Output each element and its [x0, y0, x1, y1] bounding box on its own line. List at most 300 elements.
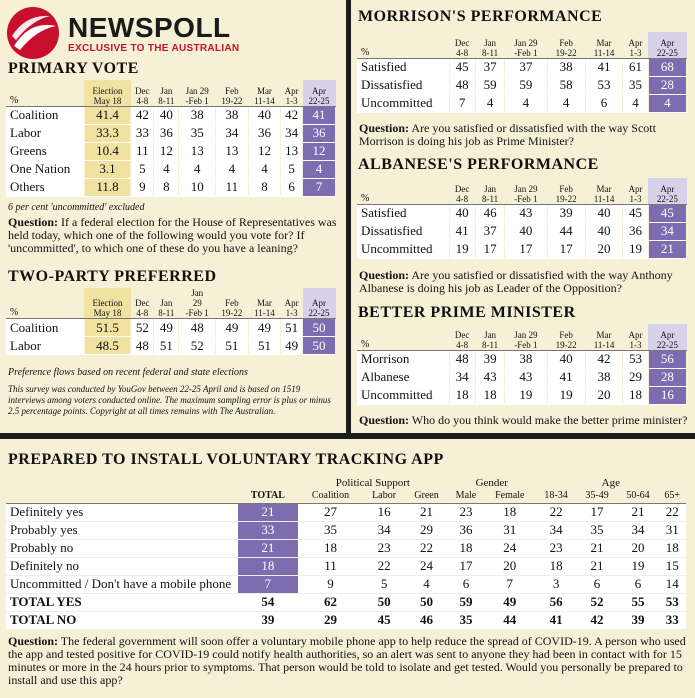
- morrison-question: Question: Are you satisfied or dissatisfied with the way Scott Morrison is doing his job as Prime Minister?: [359, 121, 656, 148]
- cell-value: 19: [505, 386, 547, 404]
- column-header-line: 19-22: [555, 339, 577, 350]
- cell-value: 62: [298, 593, 363, 611]
- column-header-line: Apr: [628, 37, 643, 48]
- column-header: [505, 32, 547, 58]
- cell-value: 13: [179, 142, 215, 160]
- cell-value: 45: [363, 611, 405, 629]
- column-header-line: 8-11: [481, 339, 499, 350]
- table-row: [6, 124, 336, 142]
- cell-value: 5: [131, 160, 154, 178]
- cell-value: 38: [215, 106, 248, 124]
- column-header: 50-64: [618, 489, 659, 503]
- column-header: [475, 32, 504, 58]
- cell-value: 34: [363, 521, 405, 539]
- cell-value: 23: [448, 503, 484, 521]
- column-header: [547, 324, 585, 350]
- cell-value: 6: [577, 575, 618, 593]
- column-header-line: -Feb 1: [185, 95, 209, 106]
- cell-value: 20: [484, 557, 536, 575]
- row-label: Satisfied: [357, 204, 449, 222]
- cell-value: 10.4: [84, 142, 131, 160]
- cell-value: 21: [648, 240, 686, 258]
- cell-value: 17: [505, 240, 547, 258]
- cell-value: 22: [536, 503, 577, 521]
- cell-value: 5: [281, 160, 303, 178]
- cell-value: 59: [475, 76, 504, 94]
- table-row: [6, 319, 336, 337]
- primary-vote-title: PRIMARY VOTE: [8, 60, 139, 77]
- cell-value: 45: [449, 58, 475, 76]
- column-header: [623, 178, 648, 204]
- cell-value: 18: [536, 557, 577, 575]
- column-header: 35-49: [577, 489, 618, 503]
- table-row: [6, 106, 336, 124]
- left-panel: [0, 0, 346, 433]
- column-header-line: Apr: [284, 298, 299, 308]
- cell-value: 48: [131, 337, 154, 355]
- cell-value: 34: [536, 521, 577, 539]
- row-label: Uncommitted / Don't have a mobile phone: [6, 575, 238, 593]
- column-header: [449, 32, 475, 58]
- table-row: [6, 178, 336, 196]
- cell-value: 4: [215, 160, 248, 178]
- table-row: [6, 611, 686, 629]
- cell-value: 49: [215, 319, 248, 337]
- cell-value: 36: [154, 124, 179, 142]
- column-header-line: Jan 29: [185, 85, 209, 96]
- cell-value: 50: [303, 337, 336, 355]
- cell-value: 19: [618, 557, 659, 575]
- column-header-line: -Feb 1: [514, 47, 538, 58]
- cell-value: 13: [215, 142, 248, 160]
- cell-value: 61: [623, 58, 648, 76]
- cell-value: 38: [585, 368, 623, 386]
- cell-value: 46: [475, 204, 504, 222]
- header-row: [6, 489, 686, 503]
- column-header: 65+: [658, 489, 686, 503]
- cell-value: 35: [623, 76, 648, 94]
- cell-value: 12: [154, 142, 179, 160]
- header-row: [357, 324, 687, 350]
- group-header: Age: [601, 477, 620, 489]
- cell-value: 33: [238, 521, 298, 539]
- column-header: [585, 324, 623, 350]
- column-header: [84, 80, 131, 106]
- column-header-line: 8-11: [158, 308, 175, 318]
- column-header-line: Feb: [225, 85, 239, 96]
- column-header-line: Jan 29: [514, 329, 538, 340]
- cell-value: 34: [215, 124, 248, 142]
- cell-value: 16: [363, 503, 405, 521]
- cell-value: 40: [585, 204, 623, 222]
- cell-value: 51.5: [84, 319, 131, 337]
- tracking-question: Question: The federal government will soon offer a voluntary mobile phone app to help reduce the spread of COVID-19. A person who used the app and tested positive for COVID-19 could notify health authorities, so an alert was sent to anyone they had been in contact with for 15 minutes or more in the 24 hours prior to symptoms. That person would be told to isolate and get tested. Would you personally be prepared to install and use this app?: [8, 634, 686, 687]
- column-header-line: 22-25: [656, 47, 678, 58]
- column-header-line: Mar: [256, 298, 272, 308]
- logo-subtitle: EXCLUSIVE TO THE AUSTRALIAN: [68, 42, 240, 54]
- column-header: [505, 178, 547, 204]
- cell-value: 36: [623, 222, 648, 240]
- cell-value: 11.8: [84, 178, 131, 196]
- row-label: Definitely no: [6, 557, 238, 575]
- table-row: [6, 539, 686, 557]
- albanese-title: ALBANESE'S PERFORMANCE: [358, 156, 599, 173]
- column-header: Coalition: [298, 489, 363, 503]
- column-header-line: 8-11: [481, 193, 499, 204]
- column-header-line: 22-25: [308, 308, 330, 318]
- cell-value: 40: [248, 106, 280, 124]
- cell-value: 4: [303, 160, 336, 178]
- cell-value: 20: [585, 386, 623, 404]
- column-header: [648, 32, 686, 58]
- row-label: Labor: [6, 124, 84, 142]
- cell-value: 37: [475, 58, 504, 76]
- row-label: TOTAL NO: [6, 611, 238, 629]
- cell-value: 41: [547, 368, 585, 386]
- cell-value: 21: [238, 539, 298, 557]
- cell-value: 41: [585, 58, 623, 76]
- column-header: [623, 32, 648, 58]
- column-header-line: Apr: [628, 183, 643, 194]
- cell-value: 29: [623, 368, 648, 386]
- cell-value: 11: [298, 557, 363, 575]
- column-header-line: Apr: [284, 85, 299, 96]
- table-row: [357, 58, 687, 76]
- albanese-table: [357, 178, 687, 259]
- column-header: [547, 32, 585, 58]
- cell-value: 24: [484, 539, 536, 557]
- column-header: [648, 324, 686, 350]
- cell-value: 20: [585, 240, 623, 258]
- cell-value: 58: [547, 76, 585, 94]
- pct-label: %: [6, 80, 84, 106]
- column-header: [449, 178, 475, 204]
- table-row: [6, 337, 336, 355]
- cell-value: 3: [536, 575, 577, 593]
- table-row: [6, 503, 686, 521]
- cell-value: 11: [215, 178, 248, 196]
- cell-value: 37: [475, 222, 504, 240]
- cell-value: 45: [648, 204, 686, 222]
- column-header: 18-34: [536, 489, 577, 503]
- cell-value: 23: [536, 539, 577, 557]
- cell-value: 53: [585, 76, 623, 94]
- column-header-line: -Feb 1: [514, 339, 538, 350]
- cell-value: 37: [505, 58, 547, 76]
- cell-value: 55: [618, 593, 659, 611]
- cell-value: 39: [238, 611, 298, 629]
- row-label-header: [6, 489, 238, 503]
- two-party-title: TWO-PARTY PREFERRED: [8, 268, 217, 285]
- cell-value: 17: [448, 557, 484, 575]
- cell-value: 4: [154, 160, 179, 178]
- column-header: [154, 288, 179, 319]
- cell-value: 52: [577, 593, 618, 611]
- cell-value: 40: [547, 350, 585, 368]
- column-header: [215, 80, 248, 106]
- cell-value: 4: [623, 94, 648, 112]
- cell-value: 4: [505, 94, 547, 112]
- cell-value: 7: [238, 575, 298, 593]
- row-label: Coalition: [6, 319, 84, 337]
- cell-value: 49: [281, 337, 303, 355]
- column-header: [248, 80, 280, 106]
- primary-vote-table: [6, 80, 336, 197]
- column-header: [585, 32, 623, 58]
- column-header-line: -Feb 1: [514, 193, 538, 204]
- cell-value: 40: [154, 106, 179, 124]
- column-header-line: 11-14: [593, 339, 615, 350]
- pct-label: %: [357, 178, 449, 204]
- cell-value: 19: [623, 240, 648, 258]
- cell-value: 4: [547, 94, 585, 112]
- cell-value: 40: [585, 222, 623, 240]
- column-header-line: 19-22: [555, 193, 577, 204]
- table-row: [6, 160, 336, 178]
- cell-value: 36: [303, 124, 336, 142]
- table-row: [357, 222, 687, 240]
- column-header: [281, 80, 303, 106]
- cell-value: 6: [281, 178, 303, 196]
- cell-value: 21: [405, 503, 448, 521]
- column-header-line: Apr: [660, 37, 675, 48]
- cell-value: 21: [577, 557, 618, 575]
- column-header-line: 8-11: [481, 47, 499, 58]
- cell-value: 8: [154, 178, 179, 196]
- column-header-line: Apr: [312, 85, 327, 96]
- column-header-line: Jan: [191, 288, 204, 298]
- logo-title: NEWSPOLL: [68, 11, 231, 43]
- cell-value: 5: [363, 575, 405, 593]
- column-header-line: Mar: [596, 37, 612, 48]
- cell-value: 43: [475, 368, 504, 386]
- cell-value: 4: [179, 160, 215, 178]
- column-header: TOTAL: [238, 489, 298, 503]
- column-header: Female: [484, 489, 536, 503]
- cell-value: 4: [248, 160, 280, 178]
- cell-value: 34: [618, 521, 659, 539]
- column-header-line: 1-3: [285, 308, 298, 318]
- cell-value: 41: [303, 106, 336, 124]
- column-header-line: May 18: [93, 95, 122, 106]
- table-row: [6, 557, 686, 575]
- row-label: Greens: [6, 142, 84, 160]
- table-row: [357, 350, 687, 368]
- column-header-line: 4-8: [456, 339, 469, 350]
- cell-value: 6: [448, 575, 484, 593]
- cell-value: 19: [449, 240, 475, 258]
- primary-vote-question: Question: If a federal election for the House of Representatives was held today, which one of the following would you vote for? If 'uncommitted', to which one of these do you have a leaning?: [8, 215, 337, 255]
- column-header: [547, 178, 585, 204]
- cell-value: 48.5: [84, 337, 131, 355]
- cell-value: 33: [131, 124, 154, 142]
- cell-value: 21: [618, 503, 659, 521]
- cell-value: 36: [248, 124, 280, 142]
- cell-value: 43: [505, 368, 547, 386]
- row-label: Dissatisfied: [357, 76, 449, 94]
- cell-value: 7: [449, 94, 475, 112]
- column-header: [475, 324, 504, 350]
- column-header-line: 1-3: [629, 193, 642, 204]
- cell-value: 42: [131, 106, 154, 124]
- cell-value: 52: [131, 319, 154, 337]
- group-header: [6, 477, 298, 489]
- cell-value: 9: [298, 575, 363, 593]
- cell-value: 7: [484, 575, 536, 593]
- column-header-line: 22-25: [308, 95, 330, 106]
- cell-value: 41: [449, 222, 475, 240]
- column-header-line: Jan: [484, 183, 497, 194]
- cell-value: 34: [281, 124, 303, 142]
- column-header-line: Dec: [454, 183, 470, 194]
- column-header-line: Apr: [660, 329, 675, 340]
- row-label: Probably yes: [6, 521, 238, 539]
- table-row: [357, 240, 687, 258]
- tracking-table: [6, 477, 686, 630]
- column-header: [84, 288, 131, 319]
- cell-value: 49: [248, 319, 280, 337]
- column-header-line: Jan: [160, 85, 173, 96]
- row-label: Coalition: [6, 106, 84, 124]
- cell-value: 27: [298, 503, 363, 521]
- column-header-line: May 18: [93, 308, 122, 318]
- column-header: [303, 80, 336, 106]
- cell-value: 35: [179, 124, 215, 142]
- row-label: Morrison: [357, 350, 449, 368]
- cell-value: 17: [577, 503, 618, 521]
- cell-value: 16: [648, 386, 686, 404]
- newspoll-logo-icon: [6, 6, 60, 60]
- column-header-line: 8-11: [158, 95, 175, 106]
- column-header-line: 11-14: [254, 95, 275, 106]
- cell-value: 18: [484, 503, 536, 521]
- cell-value: 52: [179, 337, 215, 355]
- row-label: Probably no: [6, 539, 238, 557]
- column-header-line: 4-8: [456, 47, 469, 58]
- cell-value: 44: [547, 222, 585, 240]
- row-label: Labor: [6, 337, 84, 355]
- column-header-line: Apr: [628, 329, 643, 340]
- cell-value: 24: [405, 557, 448, 575]
- column-header-line: 22-25: [656, 339, 678, 350]
- cell-value: 56: [536, 593, 577, 611]
- column-header-line: Dec: [454, 37, 470, 48]
- row-label: Dissatisfied: [357, 222, 449, 240]
- row-label: Definitely yes: [6, 503, 238, 521]
- cell-value: 20: [618, 539, 659, 557]
- cell-value: 43: [505, 204, 547, 222]
- cell-value: 33: [658, 611, 686, 629]
- column-header-line: Feb: [225, 298, 239, 308]
- column-header: [179, 288, 215, 319]
- cell-value: 18: [298, 539, 363, 557]
- better-pm-question: Question: Who do you think would make the better prime minister?: [359, 413, 688, 427]
- column-header-line: Jan: [484, 37, 497, 48]
- cell-value: 38: [179, 106, 215, 124]
- table-row: [6, 521, 686, 539]
- row-label: Satisfied: [357, 58, 449, 76]
- cell-value: 54: [238, 593, 298, 611]
- cell-value: 29: [298, 611, 363, 629]
- cell-value: 46: [405, 611, 448, 629]
- cell-value: 41: [536, 611, 577, 629]
- table-row: [357, 368, 687, 386]
- header-row: [357, 32, 687, 58]
- column-header-line: Dec: [135, 85, 150, 96]
- column-header: [131, 80, 154, 106]
- cell-value: 50: [303, 319, 336, 337]
- cell-value: 35: [448, 611, 484, 629]
- cell-value: 31: [484, 521, 536, 539]
- cell-value: 49: [154, 319, 179, 337]
- cell-value: 10: [179, 178, 215, 196]
- column-header: [648, 178, 686, 204]
- column-header: [303, 288, 336, 319]
- cell-value: 18: [238, 557, 298, 575]
- column-header-line: Election: [92, 85, 123, 96]
- column-header-line: 11-14: [593, 47, 615, 58]
- table-row: [6, 142, 336, 160]
- survey-note: This survey was conducted by YouGov between 22-25 April and is based on 1519 interviews among voters conducted online. The maximum sampling error is plus or minus 2.5 percentage points. Copyright at all times remains with The Australian.: [8, 384, 331, 416]
- column-header-line: Apr: [312, 298, 327, 308]
- cell-value: 51: [248, 337, 280, 355]
- cell-value: 59: [505, 76, 547, 94]
- cell-value: 42: [281, 106, 303, 124]
- morrison-table: [357, 32, 687, 113]
- column-header-line: Mar: [596, 183, 612, 194]
- column-header: [623, 324, 648, 350]
- cell-value: 18: [658, 539, 686, 557]
- albanese-question: Question: Are you satisfied or dissatisfied with the way Anthony Albanese is doing his job as Leader of the Opposition?: [359, 268, 673, 295]
- row-label: One Nation: [6, 160, 84, 178]
- column-header-line: 19-22: [555, 47, 577, 58]
- column-header-line: Feb: [559, 37, 573, 48]
- row-label: TOTAL YES: [6, 593, 238, 611]
- cell-value: 12: [248, 142, 280, 160]
- cell-value: 15: [658, 557, 686, 575]
- header-row: [6, 288, 336, 319]
- column-header-line: Dec: [454, 329, 470, 340]
- column-header: [505, 324, 547, 350]
- morrison-title: MORRISON'S PERFORMANCE: [358, 8, 603, 25]
- column-header-line: 29: [192, 298, 202, 308]
- group-header: Gender: [475, 477, 508, 489]
- cell-value: 4: [405, 575, 448, 593]
- cell-value: 28: [648, 368, 686, 386]
- cell-value: 22: [405, 539, 448, 557]
- cell-value: 39: [547, 204, 585, 222]
- column-header-line: 4-8: [136, 308, 149, 318]
- cell-value: 51: [281, 319, 303, 337]
- column-header-line: 4-8: [456, 193, 469, 204]
- cell-value: 44: [484, 611, 536, 629]
- column-header-line: Jan 29: [514, 37, 538, 48]
- cell-value: 6: [618, 575, 659, 593]
- column-header-line: Mar: [596, 329, 612, 340]
- cell-value: 13: [281, 142, 303, 160]
- group-row: [6, 477, 686, 489]
- cell-value: 18: [475, 386, 504, 404]
- cell-value: 41.4: [84, 106, 131, 124]
- newspoll-logo: [6, 6, 239, 60]
- cell-value: 17: [547, 240, 585, 258]
- table-row: [6, 593, 686, 611]
- column-header-line: Election: [92, 298, 123, 308]
- cell-value: 40: [505, 222, 547, 240]
- header-row: [6, 80, 336, 106]
- group-header: Political Support: [335, 477, 410, 489]
- pct-label: %: [357, 32, 449, 58]
